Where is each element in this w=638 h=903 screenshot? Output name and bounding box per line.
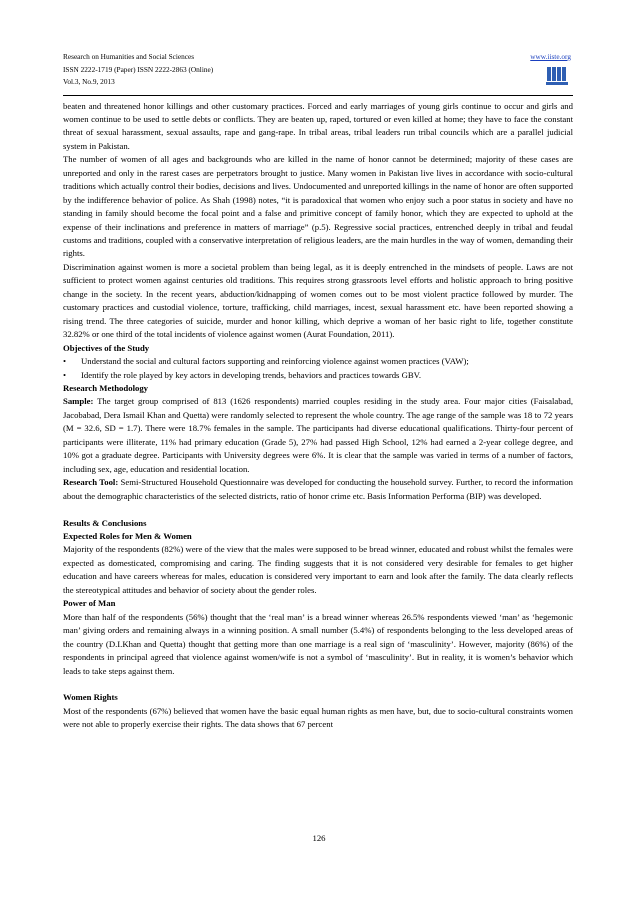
heading-results: Results & Conclusions bbox=[63, 517, 147, 528]
heading-methodology: Research Methodology bbox=[63, 383, 149, 394]
paragraph: Majority of the respondents (82%) were of the view that the males were supposed to be bread winner, educated and robust whilst the females were expected as domesticated, compromising and caring. The finding suggests that it is not considered very desirable for females to get higher education and have careers whereas for males, education is considered very important to earn and look after the family. The data clearly reflects the stereotypical attitudes and behavior of society about the gender roles. bbox=[63, 544, 573, 595]
journal-volume: Vol.3, No.9, 2013 bbox=[63, 77, 115, 86]
list-item-text: Understand the social and cultural factors supporting and reinforcing violence against women practices (VAW); bbox=[81, 356, 469, 367]
paragraph: Most of the respondents (67%) believed that women have the basic equal human rights as men have, but, due to socio-cultural constraints women were not able to properly exercise their rights. The data shows that 67 percent bbox=[63, 705, 573, 730]
page-number: 126 bbox=[312, 833, 326, 843]
journal-header bbox=[63, 51, 573, 89]
paragraph: beaten and threatened honor killings and other customary practices. Forced and early marriages of young girls continue to occur and girls and women continue to be used to settle debts or conflicts. They are beaten up, raped, tortured or even killed at home; they have to face the constant threat of sexual harassment, sexual assaults, rape and gang-rape. In tribal areas, tribal leaders run tribal councils which are a parallel judicial system in Pakistan. bbox=[63, 100, 573, 151]
heading-expected-roles: Expected Roles for Men & Women bbox=[63, 530, 192, 541]
bullet-marker: • bbox=[63, 356, 67, 367]
journal-url-link[interactable]: www.iiste.org bbox=[530, 52, 571, 61]
paragraph: The number of women of all ages and backgrounds who are killed in the name of honor cannot be determined; majority of these cases are unreported and only in the rarest cases are perpetrators brought to justice. Many women in Pakistan live lives in accordance with socio-cultural traditions which actually control their bodies, decisions and lives. Undocumented and unreported killings in the name of honor are often supported by the indifference behavior of police. As Shah (1998) notes, “it is paradoxical that women who enjoy such a poor status in society and have no standing in family should become the focal point and a false and primitive concept of family honor, which they are expected to uphold at the expense of their inclinations and preference in matters of marriage” (p.5). Regressive social practices, entrenched deeply in tribal and feudal customs and traditions, coupled with a conservative interpretation of religious leaders, are the main hurdles in the way of women, demanding their rights. bbox=[63, 154, 573, 259]
heading-women-rights: Women Rights bbox=[63, 692, 118, 703]
sample-label: Sample: bbox=[63, 396, 94, 407]
list-item bbox=[63, 369, 573, 382]
journal-issn: ISSN 2222-1719 (Paper) ISSN 2222-2863 (Online) bbox=[63, 64, 214, 74]
paragraph: More than half of the respondents (56%) thought that the ‘real man’ is a bread winner whereas 26.5% respondents viewed ‘man’ as ‘hegemonic man’ giving orders and remaining always in a winning position. A small number (5.4%) of respondents belonging to the less developed areas of the country (D.I.Khan and Quetta) thought that getting more than one marriage is a real sign of ‘masculinity’. However, majority (86%) of the respondents in principal agreed that violence against women/wife is not a symbol of ‘masculinity’. But in reality, it is women’s behavior which leads to take steps against them. bbox=[63, 611, 573, 676]
iiste-logo bbox=[545, 65, 571, 87]
paragraph-sample bbox=[63, 395, 573, 476]
sample-text: The target group comprised of 813 (1626 respondents) married couples residing in the study area. Four major cities (Faisalabad, Jacobabad, Dera Ismail Khan and Quetta) were randomly selected to represent the whole country. The age range of the sample was 18 to 72 years (M = 32.6, SD = 1.7). There were 18.7% females in the sample. The participants had diverse educational qualifications. Thirty-four percent of participants were illiterate, 11% had primary education (Grade 5), 27% had passed High School, 12% had earned a 2-year college degree, and 10% got a graduate degree. Participants with University degrees were 6%. It is clear that the sample was varied in terms of a number of factors, including sex, age, education and residential location. bbox=[63, 396, 573, 474]
paragraph-research-tool bbox=[63, 476, 573, 503]
article-body bbox=[63, 100, 573, 732]
page bbox=[63, 51, 573, 732]
heading-objectives: Objectives of the Study bbox=[63, 342, 150, 353]
heading-power-of-man: Power of Man bbox=[63, 598, 116, 609]
bullet-marker: • bbox=[63, 369, 67, 380]
header-rule bbox=[63, 95, 573, 96]
list-item bbox=[63, 355, 573, 368]
research-tool-label: Research Tool: bbox=[63, 477, 119, 488]
research-tool-text: Semi-Structured Household Questionnaire was developed for conducting the household survey. Further, to record the information about the demographic characteristics of the selected districts, ratio of honor crime etc. Basis Information Performa (BIP) was developed. bbox=[63, 477, 573, 501]
paragraph: Discrimination against women is more a societal problem than being legal, as it is deeply entrenched in the mindsets of people. Laws are not sufficient to protect women against centuries old traditions. This requires strong grassroots level efforts and holistic approach to bring positive change in the society. In the recent years, abduction/kidnapping of women comes out to be most violent practice followed by murder. The customary practices and custodial violence, torture, trafficking, child marriages, incest, sexual harassment etc. have been reported showing a rising trend. The three categories of suicide, murder and honor killing, which deprive a woman of her basic right to life, together constitute 32.82% or one third of the total incidents of violence against women (Aurat Foundation, 2011). bbox=[63, 261, 573, 340]
journal-title: Research on Humanities and Social Sciences bbox=[63, 52, 195, 61]
list-item-text: Identify the role played by key actors in developing trends, behaviors and practices towards GBV. bbox=[81, 369, 422, 380]
